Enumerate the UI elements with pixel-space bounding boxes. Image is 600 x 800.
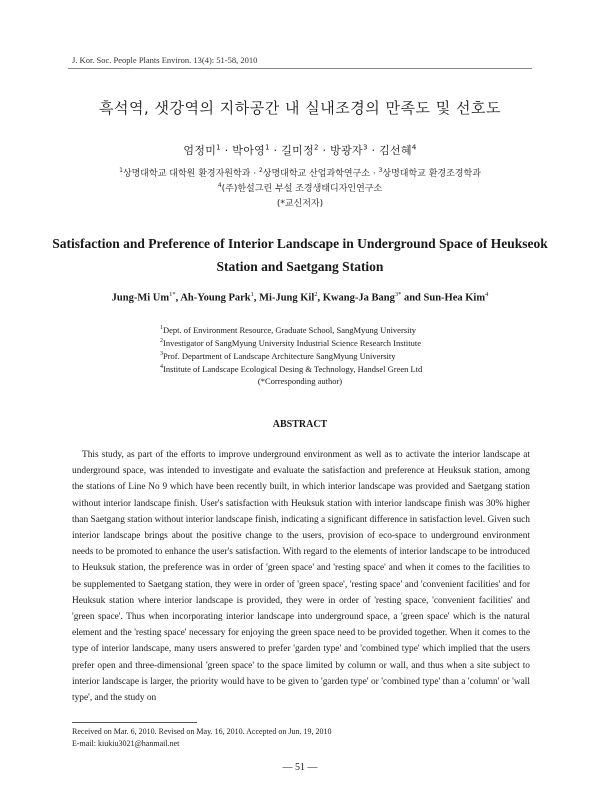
korean-corresponding: (*교신저자) xyxy=(276,199,324,209)
author-separator: and xyxy=(401,292,424,304)
author-separator: · xyxy=(318,144,331,157)
korean-author: 김선혜 xyxy=(379,144,412,157)
korean-affiliation: (주)한설그린 부설 조경생태디자인연구소 xyxy=(221,184,383,194)
header-rule xyxy=(68,68,532,69)
author-separator: · xyxy=(220,144,233,157)
abstract-text: This study, as part of the efforts to improve underground environment as well as to activate the interior landscape at underground space, was intended to investigate and evaluate the satisfaction and preference at Heuksuk station, among the stations of Line No 9 which have been recently built, in which interior landscape was provided and Saetgang station without interior landscape finish. User's satisfaction with Heuksuk station with interior landscape finish was 30% higher than Saetgang station without interior landscape finish, indicating a significant difference in satisfaction level. Given such interior landscape brings about the positive change to the users, provision of eco-space to underground environment needs to be promoted to enhance the user's satisfaction. With regard to the elements of interior landscape to be introduced to Heuksuk station, the preference was in order of 'green space' and 'resting space' and when it comes to the facilities to be supplemented to Saetgang station, they were in order of 'green space', 'resting space' and 'convenient facilities' and for Heuksuk station where interior landscape is provided, they were in order of 'resting space, 'convenient facilities' and 'green space'. Thus when incorporating interior landscape into underground space, a 'green space' which is the natural element and the 'resting space' necessary for enjoying the green space need to be provided together. When it comes to the type of interior landscape, many users answered to prefer 'garden type' and 'combined type' which implied that the users prefer open and three-dimensional 'green space' to the space limited by column or wall, and thus when a site subject to interior landscape is larger, the priority would have to be given to 'garden type' or 'combined type' than a 'column' or 'wall type', and the study on xyxy=(72,450,530,704)
affiliation-mark: 4 xyxy=(217,182,222,189)
author-mark: 4 xyxy=(411,143,417,152)
author-mark: 3* xyxy=(394,291,402,298)
affiliation-mark: 1 xyxy=(160,325,163,331)
abstract-heading: ABSTRACT xyxy=(272,419,328,430)
journal-header: J. Kor. Soc. People Plants Environ. 13(4): 51-58, 2010 xyxy=(72,55,258,65)
footnote-rule xyxy=(72,722,197,723)
affiliation-mark: 2 xyxy=(258,167,263,174)
affiliation-mark: 4 xyxy=(160,364,163,370)
english-title: Satisfaction and Preference of Interior Landscape in Underground Space of Heukseok Station and Saetgang Station xyxy=(52,236,548,274)
affiliation-text: Institute of Landscape Ecological Desing & Technology, Handsel Green Ltd xyxy=(163,363,423,374)
affiliation-text: Investigator of SangMyung University Industrial Science Research Institute xyxy=(163,337,422,348)
author-mark: 2 xyxy=(314,291,318,298)
affiliation-mark: 1 xyxy=(119,167,123,174)
affiliation-text: Prof. Department of Landscape Architecture SangMyung University xyxy=(163,350,396,361)
english-author: Jung-Mi Um xyxy=(111,292,170,304)
author-separator: , xyxy=(175,292,181,304)
author-mark: 3 xyxy=(362,143,368,152)
author-separator: · xyxy=(269,144,282,157)
korean-author: 길미정 xyxy=(281,144,314,157)
corresponding-email: E-mail: kiukiu3021@hanmail.net xyxy=(72,739,180,748)
author-mark: 1 xyxy=(265,143,270,152)
korean-affiliation: 상명대학교 대학원 환경자원학과 · xyxy=(122,169,259,179)
english-author: Mi-Jung Kil xyxy=(259,292,315,304)
received-dates: Received on Mar. 6, 2010. Revised on May. 16, 2010. Accepted on Jun. 19, 2010 xyxy=(72,727,332,736)
author-mark: 1 xyxy=(250,291,254,298)
korean-affiliations-line1 xyxy=(0,166,600,179)
english-authors xyxy=(0,291,600,304)
author-separator: , xyxy=(317,292,323,304)
korean-affiliation: 상명대학교 산업과학연구소 · xyxy=(262,169,379,179)
korean-authors xyxy=(0,142,600,158)
author-mark: 4 xyxy=(485,291,489,298)
author-mark: 1 xyxy=(216,143,221,152)
korean-author: 방광자 xyxy=(330,144,363,157)
english-author: Kwang-Ja Bang xyxy=(322,292,395,304)
korean-author: 엄정미 xyxy=(183,144,217,157)
affiliation-mark: 3 xyxy=(378,167,383,174)
korean-author: 박아영 xyxy=(232,144,266,157)
english-corresponding: (*Corresponding author) xyxy=(257,376,343,386)
affiliation-text: Dept. of Environment Resource, Graduate School, SangMyung University xyxy=(163,324,417,335)
affiliation-mark: 2 xyxy=(160,338,163,344)
author-mark: 2 xyxy=(314,143,319,152)
korean-affiliation: 상명대학교 환경조경학과 xyxy=(382,169,481,179)
affiliation-mark: 3 xyxy=(160,351,163,357)
korean-title: 흑석역, 샛강역의 지하공간 내 실내조경의 만족도 및 선호도 xyxy=(99,99,501,117)
page-number: — 51 — xyxy=(282,762,318,773)
english-affiliation xyxy=(160,361,480,376)
author-mark: 1* xyxy=(169,291,176,298)
korean-affiliations-line2 xyxy=(0,181,600,194)
author-separator: · xyxy=(367,144,380,157)
author-separator: , xyxy=(253,292,260,304)
english-author: Ah-Young Park xyxy=(180,292,251,304)
english-author: Sun-Hea Kim xyxy=(423,292,486,304)
